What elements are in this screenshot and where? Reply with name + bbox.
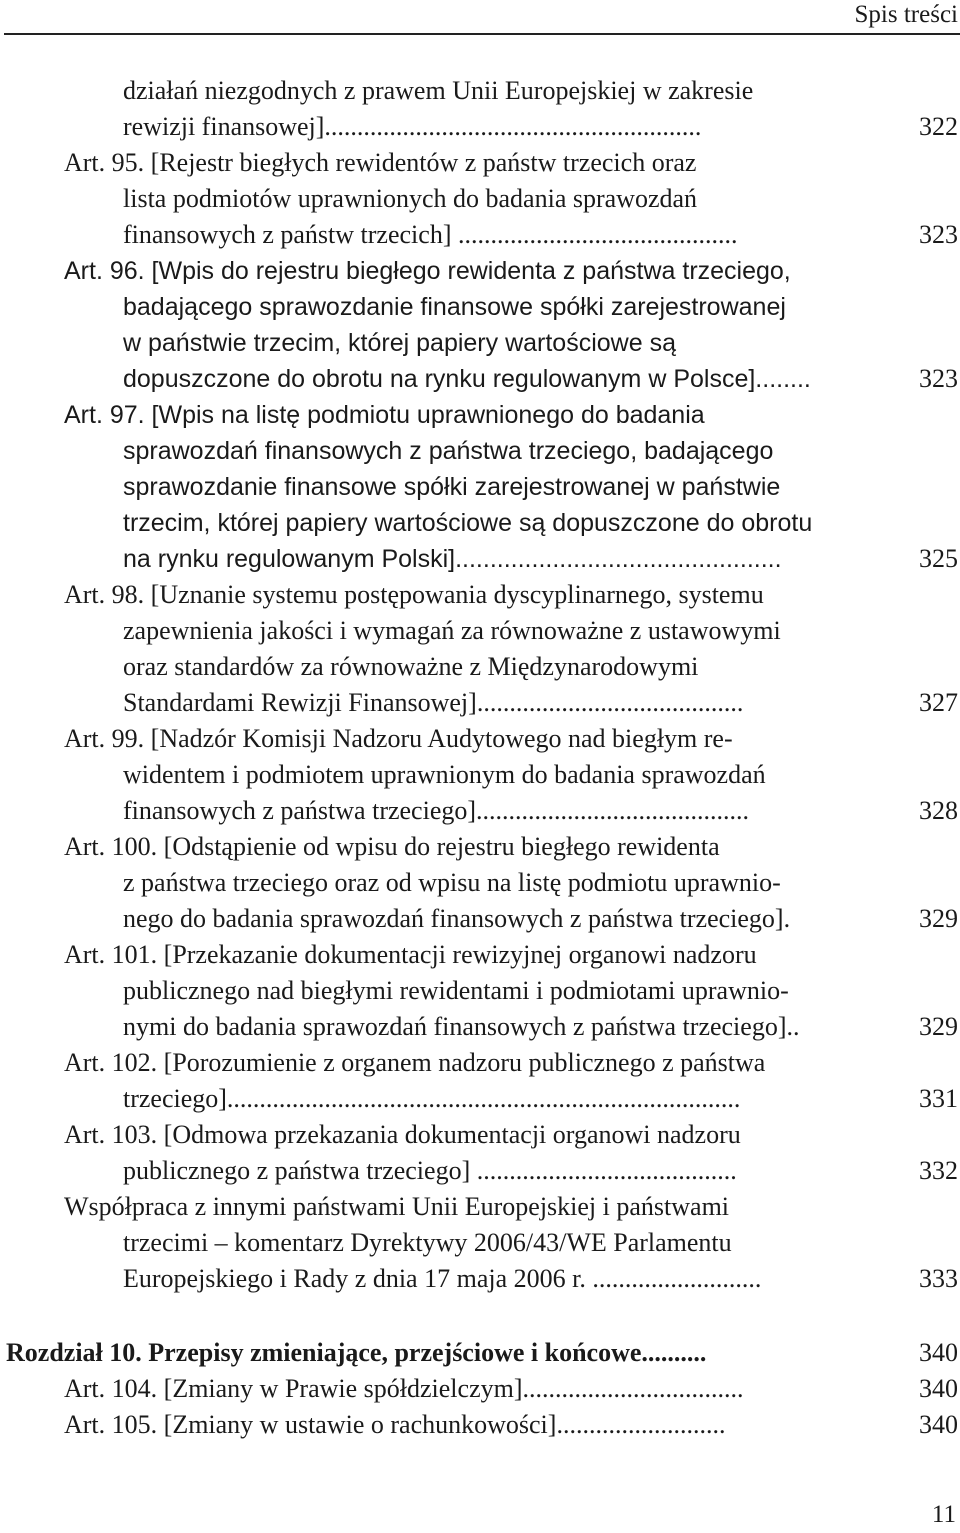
toc-line: [0, 217, 960, 253]
running-head: Spis treści: [854, 1, 958, 28]
toc-page-number: 340: [919, 1338, 958, 1367]
header-rule: [4, 33, 960, 35]
toc-entry-text: nego do badania sprawozdań finansowych z państwa trzeciego].: [123, 904, 791, 933]
toc-entry-text: widentem i podmiotem uprawnionym do badania sprawozdań: [123, 760, 766, 789]
toc-page-number: 329: [919, 1012, 958, 1041]
toc-entry-text: Art. 97. [Wpis na listę podmiotu uprawnionego do badania: [64, 401, 705, 429]
toc-entry-text: badającego sprawozdanie finansowe spółki zarejestrowanej: [123, 293, 786, 321]
toc-entry-text: Art. 96. [Wpis do rejestru biegłego rewidenta z państwa trzeciego,: [64, 257, 791, 285]
toc-entry-text: Współpraca z innymi państwami Unii Europejskiej i państwami: [64, 1192, 730, 1221]
toc-line: [0, 361, 960, 397]
toc-entry-text: trzecimi – komentarz Dyrektywy 2006/43/WE Parlamentu: [123, 1228, 732, 1257]
page-number: 11: [931, 1501, 956, 1528]
toc-line: [0, 973, 960, 1009]
toc-line: [0, 1371, 960, 1407]
toc-page-number: 340: [919, 1410, 958, 1439]
chapter-title: Rozdział 10. Przepisy zmieniające, przejściowe i końcowe..........: [6, 1338, 707, 1367]
table-of-contents: [0, 73, 960, 1443]
toc-entry-text: zapewnienia jakości i wymagań za równoważne z ustawowymi: [123, 616, 781, 645]
toc-entry-text: Art. 101. [Przekazanie dokumentacji rewizyjnej organowi nadzoru: [64, 940, 757, 969]
toc-entry-text: sprawozdanie finansowe spółki zarejestrowanej w państwie: [123, 473, 781, 501]
toc-entry-text: lista podmiotów uprawnionych do badania sprawozdań: [123, 184, 698, 213]
toc-line: [0, 1009, 960, 1045]
toc-entry-text: finansowych z państwa trzeciego]..........................................: [123, 796, 750, 825]
toc-entry-text: publicznego z państwa trzeciego] ........................................: [123, 1156, 737, 1185]
toc-page-number: 340: [919, 1374, 958, 1403]
toc-entry-text: Art. 102. [Porozumienie z organem nadzoru publicznego z państwa: [64, 1048, 766, 1077]
toc-line: [0, 289, 960, 325]
toc-entry-text: na rynku regulowanym Polski]...............................................: [123, 545, 782, 573]
toc-entry-text: oraz standardów za równoważne z Międzynarodowymi: [123, 652, 699, 681]
toc-line: [0, 865, 960, 901]
toc-line: [0, 577, 960, 613]
toc-page-number: 329: [919, 904, 958, 933]
toc-line: [0, 433, 960, 469]
toc-line: [0, 73, 960, 109]
toc-line: [0, 1225, 960, 1261]
toc-entry-text: Art. 98. [Uznanie systemu postępowania dyscyplinarnego, systemu: [64, 580, 764, 609]
toc-entry-text: Standardami Rewizji Finansowej].........................................: [123, 688, 744, 717]
toc-line: [0, 901, 960, 937]
toc-entry-text: rewizji finansowej]..........................................................: [123, 112, 702, 141]
toc-entry-text: dopuszczone do obrotu na rynku regulowanym w Polsce]........: [123, 365, 811, 393]
toc-entry-text: działań niezgodnych z prawem Unii Europejskiej w zakresie: [123, 76, 754, 105]
toc-line: [0, 649, 960, 685]
toc-line: [0, 793, 960, 829]
toc-line: [0, 1189, 960, 1225]
toc-entry-text: Art. 99. [Nadzór Komisji Nadzoru Audytowego nad biegłym re-: [64, 724, 733, 753]
toc-page-number: 328: [919, 796, 958, 825]
toc-entry-text: finansowych z państw trzecich] ...........................................: [123, 220, 738, 249]
toc-line: [0, 469, 960, 505]
toc-entry-text: z państwa trzeciego oraz od wpisu na listę podmiotu uprawnio-: [123, 868, 781, 897]
toc-line: [0, 397, 960, 433]
toc-line: [0, 937, 960, 973]
toc-line: [0, 1407, 960, 1443]
toc-line: [0, 325, 960, 361]
toc-entry-text: trzecim, której papiery wartościowe są dopuszczone do obrotu: [123, 509, 813, 537]
toc-page-number: 325: [919, 544, 958, 573]
toc-line: [0, 1081, 960, 1117]
toc-page-number: 322: [919, 112, 958, 141]
toc-line: [0, 109, 960, 145]
toc-entry-text: Art. 104. [Zmiany w Prawie spółdzielczym]..................................: [64, 1374, 744, 1403]
toc-line: [0, 613, 960, 649]
toc-entry-text: Art. 95. [Rejestr biegłych rewidentów z państw trzecich oraz: [64, 148, 697, 177]
toc-line: [0, 1335, 960, 1371]
toc-page-number: 332: [919, 1156, 958, 1185]
toc-line: [0, 685, 960, 721]
toc-line: [0, 829, 960, 865]
toc-entry-text: Art. 105. [Zmiany w ustawie o rachunkowości]..........................: [64, 1410, 726, 1439]
toc-line: [0, 721, 960, 757]
toc-entry-text: w państwie trzecim, której papiery wartościowe są: [123, 329, 676, 357]
toc-page-number: 327: [919, 688, 958, 717]
toc-line: [0, 181, 960, 217]
toc-page-number: 333: [919, 1264, 958, 1293]
toc-page-number: 323: [919, 220, 958, 249]
toc-entry-text: nymi do badania sprawozdań finansowych z państwa trzeciego]..: [123, 1012, 800, 1041]
toc-line: [0, 253, 960, 289]
toc-line: [0, 541, 960, 577]
toc-entry-text: Europejskiego i Rady z dnia 17 maja 2006 r. ..........................: [123, 1264, 762, 1293]
toc-line: [0, 1045, 960, 1081]
toc-page-number: 331: [919, 1084, 958, 1113]
toc-line: [0, 1153, 960, 1189]
toc-line: [0, 145, 960, 181]
toc-entry-text: Art. 103. [Odmowa przekazania dokumentacji organowi nadzoru: [64, 1120, 741, 1149]
toc-line: [0, 1261, 960, 1297]
toc-page-number: 323: [919, 364, 958, 393]
toc-entry-text: trzeciego]...............................................................................: [123, 1084, 741, 1113]
toc-entry-text: sprawozdań finansowych z państwa trzeciego, badającego: [123, 437, 774, 465]
toc-entry-text: Art. 100. [Odstąpienie od wpisu do rejestru biegłego rewidenta: [64, 832, 720, 861]
toc-line: [0, 757, 960, 793]
toc-line: [0, 505, 960, 541]
toc-entry-text: publicznego nad biegłymi rewidentami i podmiotami uprawnio-: [123, 976, 789, 1005]
toc-line: [0, 1117, 960, 1153]
